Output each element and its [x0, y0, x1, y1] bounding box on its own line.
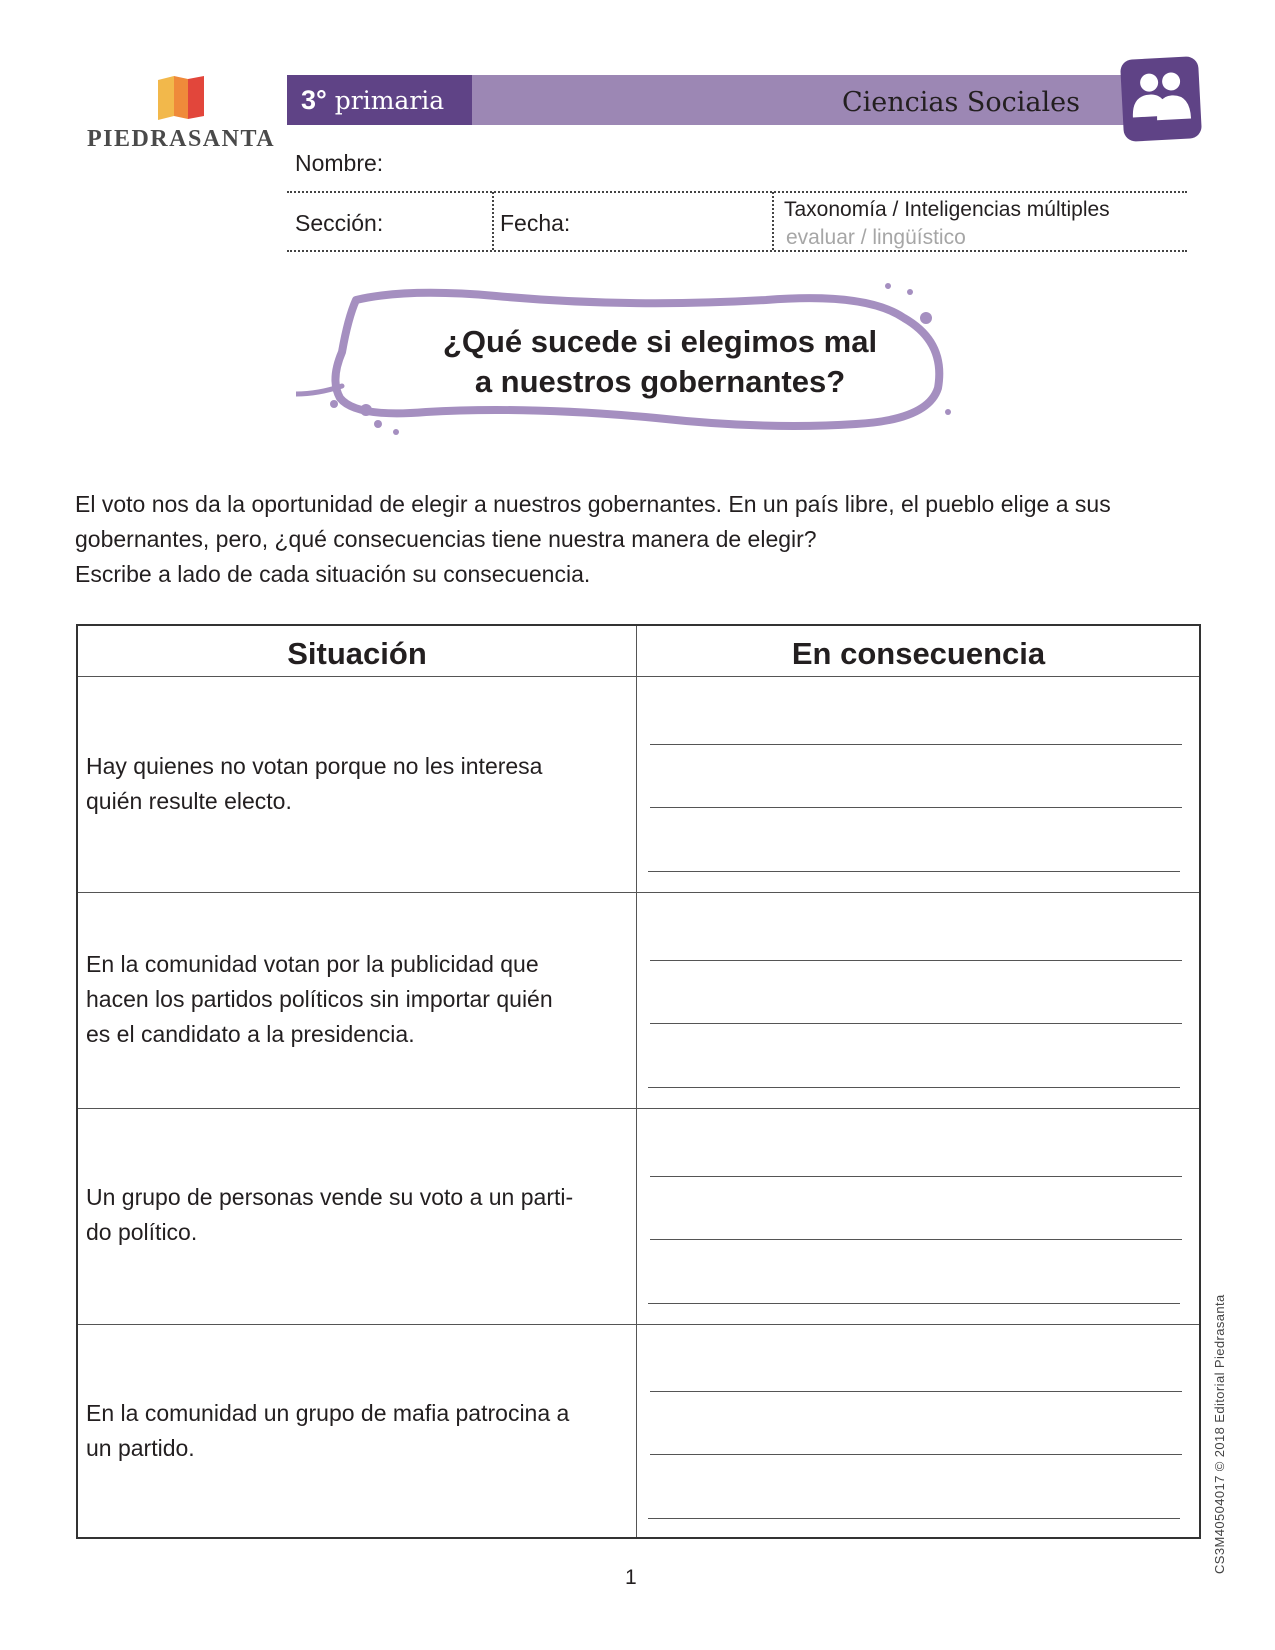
column-divider	[636, 626, 637, 1537]
situation-line: Hay quienes no votan porque no les interesa	[86, 753, 543, 779]
date-label: Fecha:	[500, 210, 571, 236]
title-line: ¿Qué sucede si elegimos mal	[442, 324, 878, 359]
grade-label	[287, 75, 472, 125]
answer-line[interactable]	[650, 960, 1182, 961]
field-divider	[492, 192, 494, 250]
answer-line[interactable]	[648, 871, 1180, 872]
taxonomy-label: Taxonomía / Inteligencias múltiples	[784, 198, 1110, 221]
intro-line: gobernantes, pero, ¿qué consecuencias tiene nuestra manera de elegir?	[75, 526, 817, 552]
people-icon	[1120, 56, 1202, 142]
situation-line: es el candidato a la presidencia.	[86, 1021, 415, 1047]
title-line: a nuestros gobernantes?	[474, 364, 846, 399]
publisher-logo	[86, 72, 276, 162]
situation-text	[86, 947, 626, 1052]
name-line	[287, 191, 1187, 193]
subject-title: Ciencias Sociales	[841, 87, 1080, 118]
intro-paragraph	[75, 487, 1205, 592]
intro-line: Escribe a lado de cada situación su consecuencia.	[75, 561, 591, 587]
situation-line: do político.	[86, 1219, 198, 1245]
answer-line[interactable]	[650, 1176, 1182, 1177]
answer-line[interactable]	[648, 1303, 1180, 1304]
row-divider	[78, 676, 1199, 677]
situation-table	[76, 624, 1201, 1539]
field-divider	[772, 192, 774, 250]
answer-line[interactable]	[650, 807, 1182, 808]
grade-number: 3°	[301, 85, 327, 115]
section-label: Sección:	[295, 210, 384, 236]
copyright-note: CS3M40504017 © 2018 Editorial Piedrasanta	[1212, 1294, 1227, 1574]
answer-line[interactable]	[650, 1023, 1182, 1024]
situation-line: Un grupo de personas vende su voto a un parti-	[86, 1184, 574, 1210]
answer-line[interactable]	[650, 1391, 1182, 1392]
header-situation: Situación	[287, 636, 427, 671]
situation-line: hacen los partidos políticos sin importar quién	[86, 986, 553, 1012]
situation-text	[86, 749, 626, 819]
situation-line: En la comunidad votan por la publicidad que	[86, 951, 539, 977]
answer-line[interactable]	[648, 1087, 1180, 1088]
situation-line: En la comunidad un grupo de mafia patrocina a	[86, 1400, 570, 1426]
worksheet-title	[360, 322, 960, 402]
situation-line: un partido.	[86, 1435, 195, 1461]
row-divider	[78, 1108, 1199, 1109]
book-logo-icon	[156, 76, 206, 122]
situation-text	[86, 1396, 626, 1466]
header-consequence: En consecuencia	[791, 636, 1046, 671]
intro-line: El voto nos da la oportunidad de elegir a nuestros gobernantes. En un país libre, el pueblo elige a sus	[75, 491, 1111, 517]
page-number: 1	[625, 1566, 637, 1589]
answer-line[interactable]	[650, 1454, 1182, 1455]
logo-text: PIEDRASANTA	[86, 126, 276, 152]
row-divider	[78, 1324, 1199, 1325]
name-label: Nombre:	[295, 150, 384, 176]
situation-text	[86, 1180, 626, 1250]
section-line	[287, 250, 1187, 252]
grade-text: primaria	[334, 86, 445, 115]
answer-line[interactable]	[650, 744, 1182, 745]
answer-line[interactable]	[650, 1239, 1182, 1240]
answer-line[interactable]	[648, 1518, 1180, 1519]
situation-line: quién resulte electo.	[86, 788, 292, 814]
taxonomy-value: evaluar / lingüístico	[786, 226, 966, 249]
row-divider	[78, 892, 1199, 893]
